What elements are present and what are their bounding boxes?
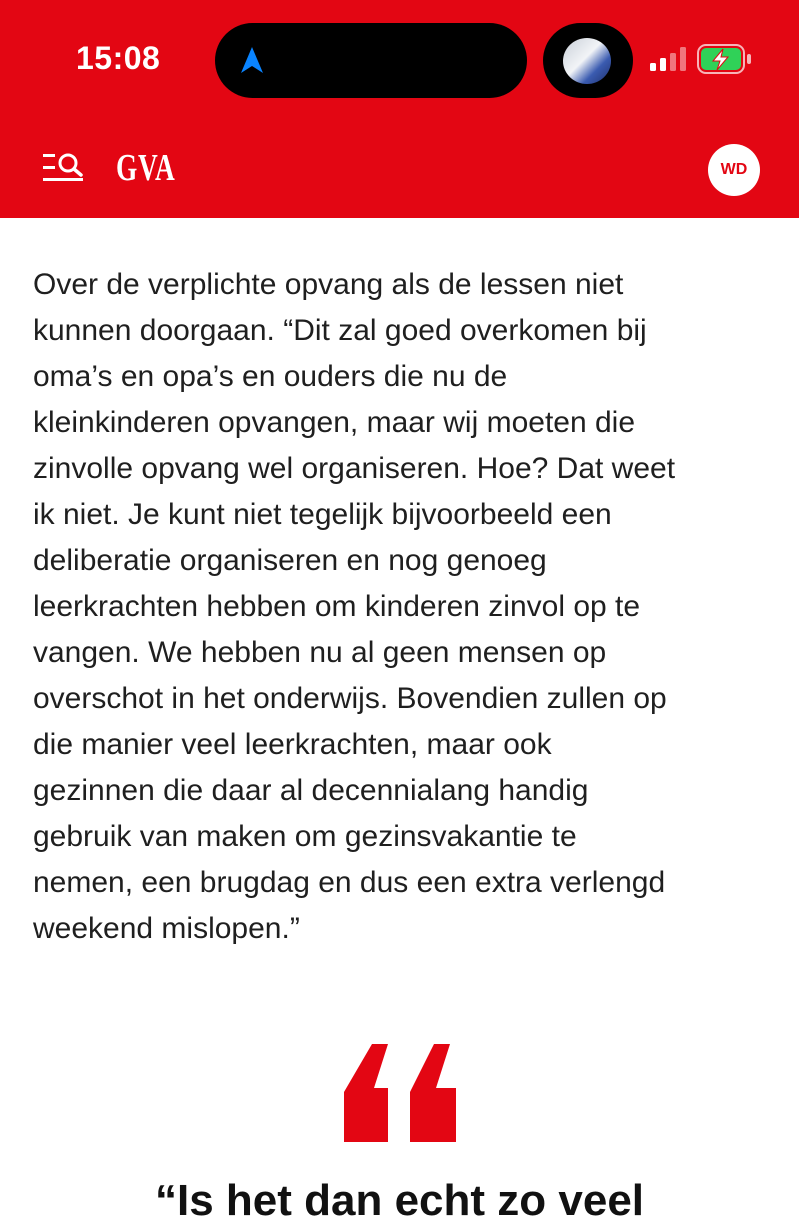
paragraph-line: oma’s en opa’s en ouders die nu de (33, 360, 508, 393)
paragraph-line: kunnen doorgaan. “Dit zal goed overkomen bij (33, 314, 647, 347)
battery-charging-icon (697, 44, 753, 74)
menu-search-icon[interactable] (43, 152, 87, 184)
paragraph-line: leerkrachten hebben om kinderen zinvol op te (33, 590, 641, 623)
status-time: 15:08 (76, 40, 161, 76)
cellular-signal-icon (650, 47, 686, 71)
paragraph-line: Over de verplichte opvang als de lessen niet (33, 268, 624, 301)
app-header (0, 0, 799, 218)
location-arrow-icon (239, 45, 265, 75)
paragraph-line: nemen, een brugdag en dus een extra verlengd (33, 866, 666, 899)
article-body (0, 218, 799, 1225)
paragraph-line: gebruik van maken om gezinsvakantie te (33, 820, 577, 853)
pull-quote: “Is het dan echt zo veel (154, 1176, 645, 1225)
paragraph-line: gezinnen die daar al decennialang handig (33, 774, 589, 807)
now-playing-island[interactable] (543, 23, 633, 98)
paragraph-line: die manier veel leerkrachten, maar ook (33, 728, 552, 761)
paragraph-line: overschot in het onderwijs. Bovendien zullen op (33, 682, 667, 715)
status-bar (0, 0, 799, 120)
quote-mark-icon (344, 1044, 456, 1142)
user-avatar-button[interactable]: WD (708, 144, 760, 196)
video-thumbnail (563, 38, 611, 84)
paragraph-line: weekend mislopen.” (33, 912, 300, 945)
paragraph-line: vangen. We hebben nu al geen mensen op (33, 636, 607, 669)
paragraph-line: ik niet. Je kunt niet tegelijk bijvoorbeeld een (33, 498, 612, 531)
nav-bar (0, 120, 799, 218)
paragraph-line: deliberatie organiseren en nog genoeg (33, 544, 547, 577)
article-paragraph (33, 262, 773, 952)
dynamic-island[interactable] (215, 23, 527, 98)
paragraph-line: kleinkinderen opvangen, maar wij moeten die (33, 406, 636, 439)
gva-logo[interactable]: GVA (116, 147, 176, 189)
paragraph-line: zinvolle opvang wel organiseren. Hoe? Dat weet (33, 452, 676, 485)
